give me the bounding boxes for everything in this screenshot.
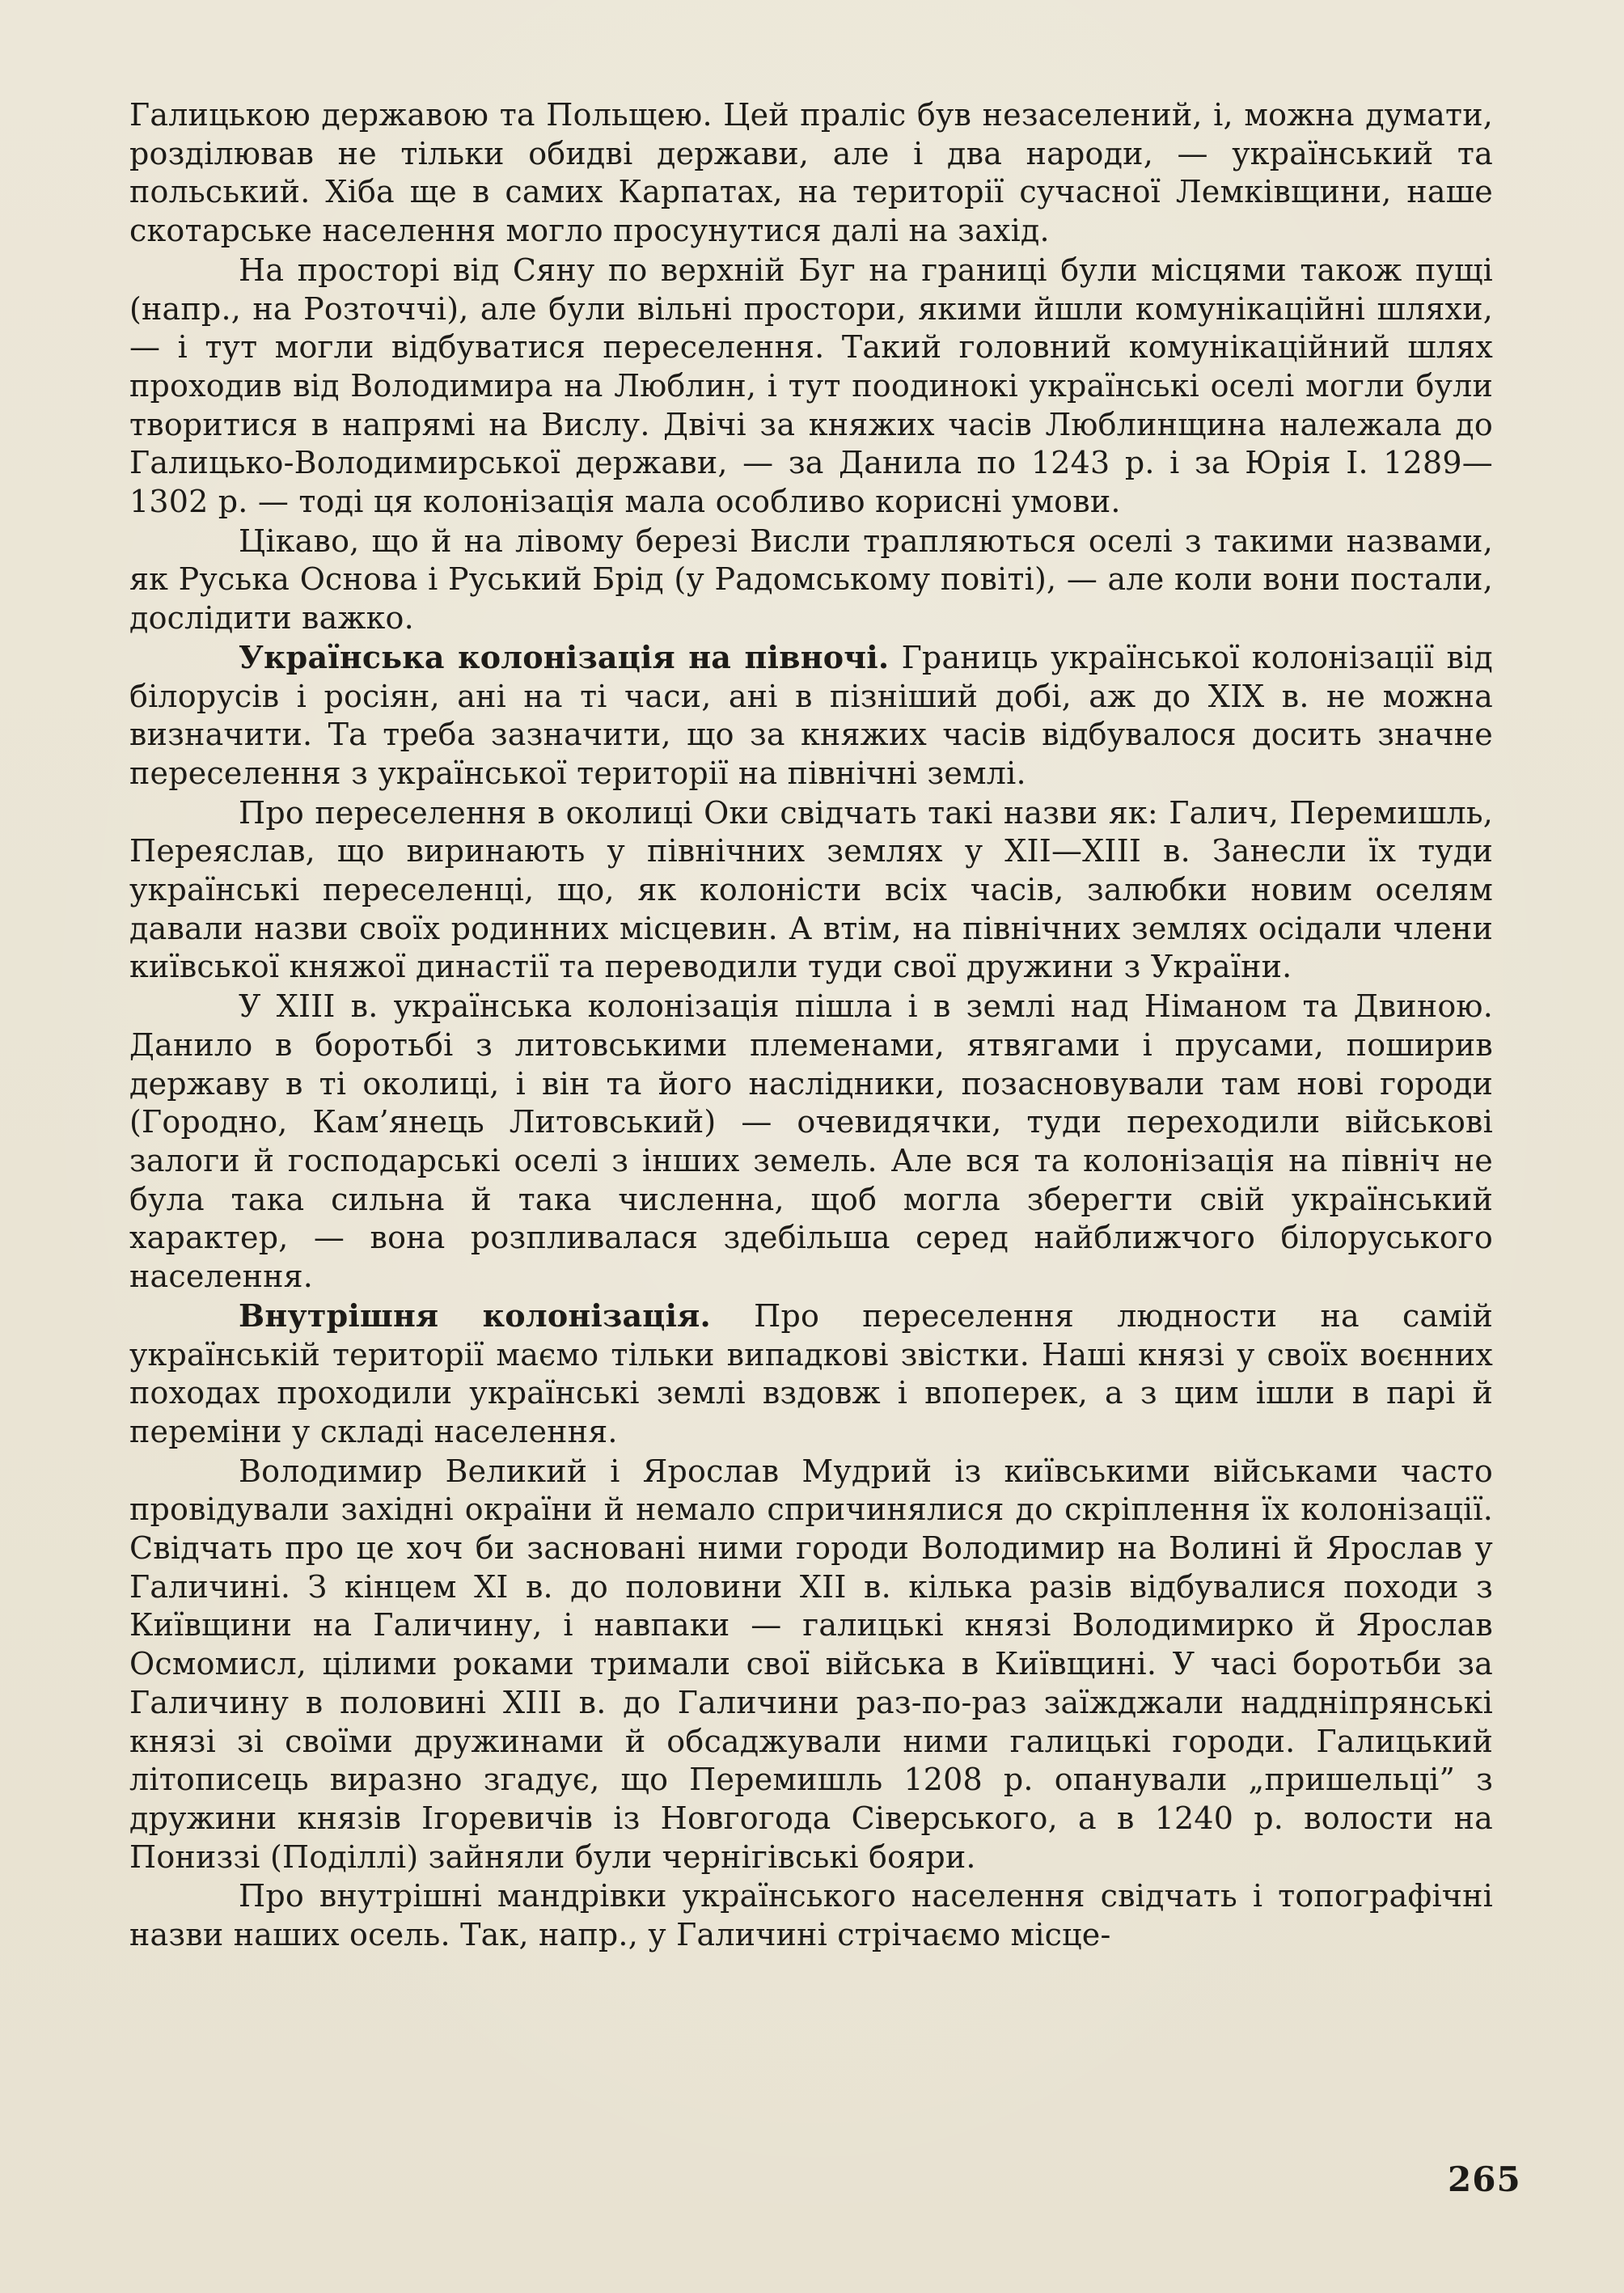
paragraph-text: У XIII в. українська колонізація пішла і в землі над Німаном та Двиною. Данило в боротьбі з литовськими племенами, ятвягами і прусами, поширив державу в ті околиці, і він та його наслідники, позасновували там нові городи (Городно, Кам’янець Литовський) — очевидячки, туди переходили військові залоги й господарські оселі з інших земель. Але вся та колонізація на північ не була така сильна й така численна, щоб могла зберегти свій український характер, — вона розпливалася здебільша серед найближчого білоруського населення. [129,988,1493,1295]
paragraph-1 [129,95,1493,251]
section-heading-north-colonization: Українська колонізація на півночі. [239,638,890,675]
paragraph-text: Цікаво, що й на лівому березі Висли трапляються оселі з такими назвами, як Руська Основа і Руський Брід (у Радомському повіті), — але коли вони постали, дослідити важко. [129,522,1493,637]
paragraph-5 [129,793,1493,988]
paragraph-text: На просторі від Сяну по верхній Буг на границі були місцями також пущі (напр., на Розточчі), але були вільні простори, якими йшли комунікаційні шляхи, — і тут могли відбуватися переселення. Такий головний комунікаційний шлях проходив від Володимира на Люблин, і тут поодинокі українські оселі могли були творитися в напрямі на Вислу. Двічі за княжих часів Люблинщина належала до Галицько-Володимирської держави, — за Данила по 1243 р. і за Юрія І. 1289—1302 р. — тоді ця колонізація мала особливо корисні умови. [129,252,1493,520]
paragraph-text: Про переселення людности на самій українській території маємо тільки випадкові звістки. Наші князі у своїх воєнних походах проходили українські землі вздовж і впоперек, а з цим ішли в парі й переміни у складі населення. [129,1297,1494,1449]
paragraph-text: Границь української колонізації від білорусів і росіян, ані на ті часи, ані в пізніший добі, аж до XIX в. не можна визначити. Та треба зазначити, що за княжих часів відбувалося досить значне переселення з української території на північні землі. [129,639,1494,791]
paragraph-9 [129,1876,1493,1954]
paragraph-8 [129,1452,1493,1877]
paragraph-7 [129,1297,1493,1452]
paragraph-text: Про внутрішні мандрівки українського населення свідчать і топографічні назви наших осель. Так, напр., у Галичині стрічаємо місце- [129,1878,1493,1953]
page-number: 265 [1448,2160,1521,2199]
paragraph-3 [129,522,1493,638]
paragraph-2 [129,251,1493,522]
body-text [129,95,1493,1955]
section-heading-internal-colonization: Внутрішня колонізація. [239,1297,711,1334]
paragraph-text: Про переселення в околиці Оки свідчать такі назви як: Галич, Перемишль, Переяслав, що виринають у північних землях у XII—XIII в. Занесли їх туди українські переселенці, що, як колоністи всіх часів, залюбки новим оселям давали назви своїх родинних місцевин. А втім, на північних землях осідали члени київської княжої династії та переводили туди свої дружини з України. [129,794,1493,985]
paragraph-text: Галицькою державою та Польщею. Цей праліс був незаселений, і, можна думати, розділював не тільки обидві держави, але і два народи, — український та польський. Хіба ще в самих Карпатах, на території сучасної Лемківщини, наше скотарське населення могло просунутися далі на захід. [129,97,1493,249]
paragraph-text: Володимир Великий і Ярослав Мудрий із київськими військами часто провідували західні окраїни й немало спричинялися до скріплення їх колонізації. Свідчать про це хоч би засновані ними городи Володимир на Волині й Ярослав у Галичині. З кінцем XI в. до половини XII в. кілька разів відбувалися походи з Київщини на Галичину, і навпаки — галицькі князі Володимирко й Ярослав Осмомисл, цілими роками тримали свої війська в Київщині. У часі боротьби за Галичину в половині XIII в. до Галичини раз-по-раз заїжджали наддніпрянські князі зі своїми дружинами й обсаджували ними галицькі городи. Галицький літописець виразно згадує, що Перемишль 1208 р. опанували „пришельці” з дружини князів Ігоревичів із Новгогода Сіверського, а в 1240 р. волости на Пониззі (Поділлі) зайняли були чернігівські бояри. [129,1453,1493,1875]
paragraph-4 [129,638,1493,793]
paragraph-6 [129,987,1493,1297]
